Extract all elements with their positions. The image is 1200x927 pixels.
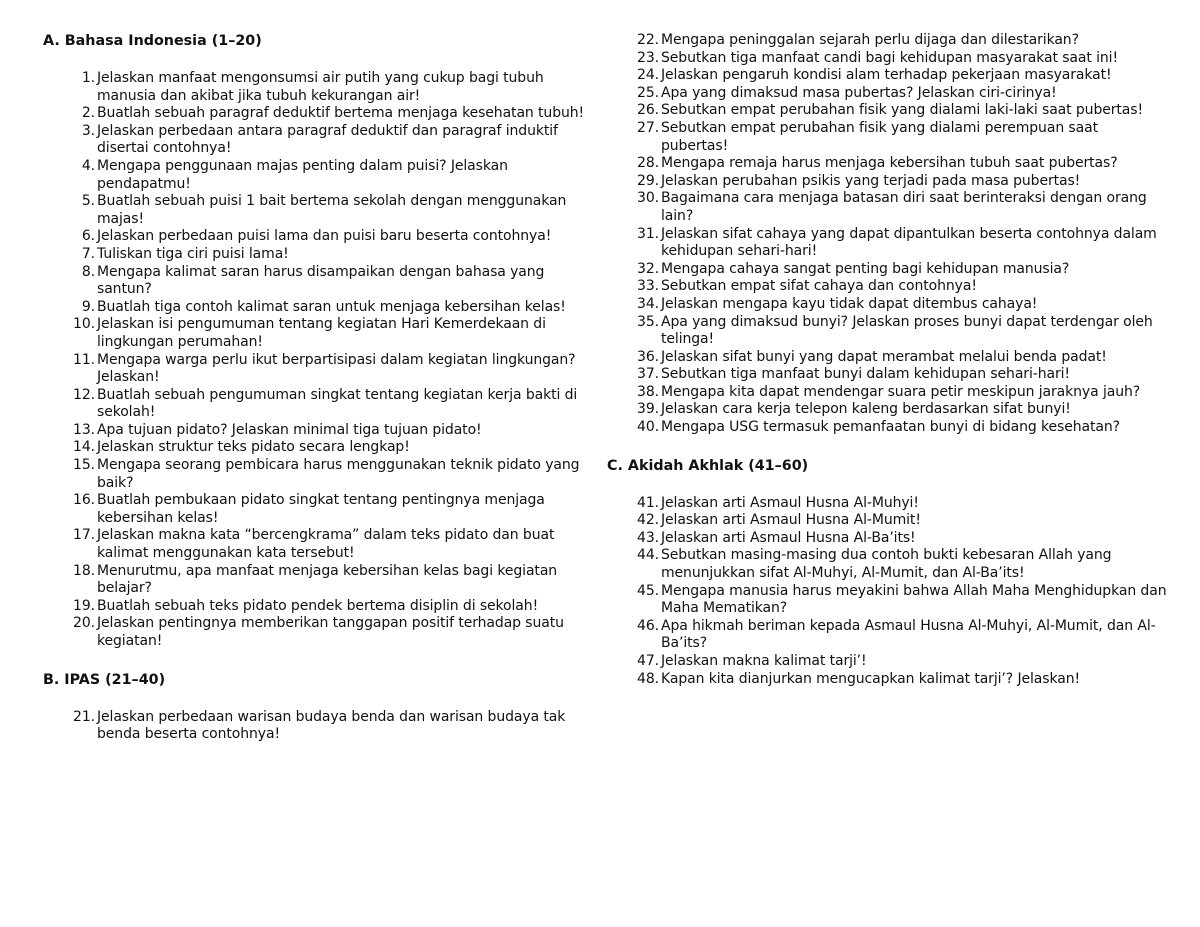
- question-text: Mengapa warga perlu ikut berpartisipasi dalam kegiatan lingkungan? Jelaskan!: [97, 351, 576, 386]
- question-item: [43, 527, 603, 562]
- question-number: 23.: [637, 49, 659, 66]
- question-text: Jelaskan pentingnya memberikan tanggapan positif terhadap suatu kegiatan!: [97, 615, 564, 649]
- question-number: 18.: [73, 562, 95, 579]
- question-number: 24.: [637, 67, 659, 84]
- right-column: [607, 32, 1167, 688]
- question-number: 5.: [81, 193, 95, 210]
- question-text: Apa yang dimaksud bunyi? Jelaskan proses bunyi dapat terdengar oleh telinga!: [661, 313, 1153, 348]
- question-number: 34.: [637, 295, 659, 312]
- question-text: Sebutkan tiga manfaat candi bagi kehidupan masyarakat saat ini!: [661, 49, 1118, 66]
- question-text: Mengapa kita dapat mendengar suara petir meskipun jaraknya jauh?: [661, 383, 1141, 400]
- question-number: 26.: [637, 102, 659, 119]
- question-text: Sebutkan empat perubahan fisik yang dialami laki-laki saat pubertas!: [661, 102, 1143, 119]
- question-number: 32.: [637, 260, 659, 277]
- question-item: [607, 495, 1167, 513]
- question-text: Jelaskan arti Asmaul Husna Al-Muhyi!: [661, 494, 919, 511]
- question-item: [607, 67, 1167, 85]
- question-text: Sebutkan masing-masing dua contoh bukti kebesaran Allah yang menunjukkan sifat Al-Muhyi, Al-Mumit, dan Al-Ba’its!: [661, 547, 1112, 582]
- question-text: Buatlah sebuah paragraf deduktif bertema menjaga kesehatan tubuh!: [97, 105, 585, 122]
- question-text: Bagaimana cara menjaga batasan diri saat berinteraksi dengan orang lain?: [661, 190, 1147, 224]
- section-b-title: B. IPAS (21–40): [43, 671, 166, 688]
- question-item: [607, 419, 1167, 437]
- question-number: 14.: [73, 439, 95, 456]
- section-a-title: A. Bahasa Indonesia (1–20): [43, 33, 262, 49]
- question-number: 47.: [637, 653, 659, 669]
- question-item: [607, 384, 1167, 402]
- question-number: 13.: [73, 421, 95, 438]
- question-item: [43, 246, 603, 264]
- question-number: 9.: [81, 298, 95, 315]
- question-number: 39.: [637, 401, 659, 418]
- question-text: Jelaskan arti Asmaul Husna Al-Mumit!: [661, 512, 921, 529]
- question-text: Mengapa penggunaan majas penting dalam puisi? Jelaskan pendapatmu!: [97, 157, 508, 192]
- question-item: [607, 583, 1167, 618]
- question-number: 40.: [637, 419, 659, 436]
- question-item: [607, 530, 1167, 548]
- question-number: 21.: [73, 708, 95, 725]
- question-text: Tuliskan tiga ciri puisi lama!: [97, 245, 289, 262]
- question-number: 43.: [637, 529, 659, 546]
- question-text: Buatlah sebuah teks pidato pendek bertema disiplin di sekolah!: [97, 597, 539, 614]
- question-text: Jelaskan perbedaan antara paragraf deduktif dan paragraf induktif disertai contohnya!: [97, 122, 558, 157]
- question-item: [607, 512, 1167, 530]
- question-text: Jelaskan perbedaan warisan budaya benda dan warisan budaya tak benda beserta contohnya!: [97, 708, 566, 743]
- question-item: [607, 261, 1167, 279]
- question-item: [607, 85, 1167, 103]
- question-text: Kapan kita dianjurkan mengucapkan kalimat tarji’? Jelaskan!: [661, 670, 1080, 687]
- question-item: [43, 457, 603, 492]
- question-number: 3.: [81, 122, 95, 139]
- question-text: Sebutkan empat perubahan fisik yang dialami perempuan saat pubertas!: [661, 119, 1098, 154]
- question-item: [43, 615, 603, 650]
- question-text: Mengapa peninggalan sejarah perlu dijaga dan dilestarikan?: [661, 32, 1079, 48]
- question-text: Jelaskan sifat cahaya yang dapat dipantulkan beserta contohnya dalam kehidupan sehari-hari!: [661, 225, 1157, 260]
- question-number: 28.: [637, 155, 659, 172]
- question-item: [43, 228, 603, 246]
- question-text: Jelaskan isi pengumuman tentang kegiatan Hari Kemerdekaan di lingkungan perumahan!: [97, 316, 546, 350]
- question-text: Jelaskan arti Asmaul Husna Al-Ba’its!: [661, 529, 916, 546]
- question-number: 36.: [637, 348, 659, 365]
- question-number: 35.: [637, 313, 659, 330]
- question-number: 31.: [637, 225, 659, 242]
- question-text: Apa tujuan pidato? Jelaskan minimal tiga tujuan pidato!: [97, 421, 482, 438]
- question-text: Menurutmu, apa manfaat menjaga kebersihan kelas bagi kegiatan belajar?: [97, 562, 558, 597]
- question-item: [43, 439, 603, 457]
- question-text: Sebutkan tiga manfaat bunyi dalam kehidupan sehari-hari!: [661, 366, 1070, 383]
- question-number: 19.: [73, 597, 95, 614]
- question-item: [607, 314, 1167, 349]
- question-number: 46.: [637, 617, 659, 634]
- question-item: [43, 422, 603, 440]
- question-item: [43, 316, 603, 351]
- question-item: [607, 366, 1167, 384]
- left-column: [43, 32, 603, 744]
- question-number: 33.: [637, 278, 659, 295]
- question-text: Jelaskan cara kerja telepon kaleng berdasarkan sifat bunyi!: [661, 401, 1071, 418]
- question-number: 7.: [81, 245, 95, 262]
- section-spacer: [607, 437, 1167, 457]
- question-item: [43, 299, 603, 317]
- question-text: Mengapa remaja harus menjaga kebersihan tubuh saat pubertas?: [661, 155, 1118, 172]
- question-number: 44.: [637, 547, 659, 564]
- question-text: Jelaskan mengapa kayu tidak dapat ditembus cahaya!: [661, 295, 1038, 312]
- question-number: 6.: [81, 228, 95, 245]
- question-number: 30.: [637, 190, 659, 207]
- question-number: 22.: [637, 32, 659, 48]
- section-c-title: C. Akidah Akhlak (41–60): [607, 457, 809, 474]
- question-item: [43, 193, 603, 228]
- question-number: 42.: [637, 512, 659, 529]
- question-text: Mengapa manusia harus meyakini bahwa Allah Maha Menghidupkan dan Maha Mematikan?: [661, 582, 1167, 617]
- question-text: Jelaskan sifat bunyi yang dapat merambat melalui benda padat!: [661, 348, 1107, 365]
- question-number: 2.: [81, 105, 95, 122]
- question-item: [43, 158, 603, 193]
- question-text: Jelaskan perbedaan puisi lama dan puisi baru beserta contohnya!: [97, 228, 552, 245]
- question-number: 12.: [73, 386, 95, 403]
- question-item: [607, 226, 1167, 261]
- question-item: [607, 102, 1167, 120]
- question-text: Mengapa USG termasuk pemanfaatan bunyi di bidang kesehatan?: [661, 419, 1120, 436]
- question-text: Jelaskan makna kata “bercengkrama” dalam teks pidato dan buat kalimat menggunakan kata tersebut!: [97, 527, 555, 562]
- question-number: 15.: [73, 457, 95, 474]
- question-text: Jelaskan perubahan psikis yang terjadi pada masa pubertas!: [661, 172, 1081, 189]
- question-number: 1.: [81, 70, 95, 86]
- question-number: 45.: [637, 582, 659, 599]
- question-item: [43, 352, 603, 387]
- question-number: 38.: [637, 383, 659, 400]
- question-number: 4.: [81, 157, 95, 174]
- question-item: [607, 120, 1167, 155]
- question-item: [43, 264, 603, 299]
- question-item: [43, 492, 603, 527]
- question-text: Jelaskan pengaruh kondisi alam terhadap pekerjaan masyarakat!: [661, 67, 1112, 84]
- question-number: 25.: [637, 84, 659, 101]
- section-b-question-list-right: [607, 32, 1167, 437]
- question-text: Apa yang dimaksud masa pubertas? Jelaskan ciri-cirinya!: [661, 84, 1057, 101]
- question-item: [607, 50, 1167, 68]
- question-item: [607, 32, 1167, 50]
- section-c-question-list: [607, 495, 1167, 689]
- question-text: Mengapa kalimat saran harus disampaikan dengan bahasa yang santun?: [97, 263, 545, 298]
- question-item: [607, 173, 1167, 191]
- question-item: [43, 387, 603, 422]
- question-number: 16.: [73, 492, 95, 509]
- question-number: 48.: [637, 670, 659, 687]
- question-item: [607, 671, 1167, 689]
- question-text: Buatlah pembukaan pidato singkat tentang pentingnya menjaga kebersihan kelas!: [97, 492, 545, 526]
- question-number: 29.: [637, 172, 659, 189]
- question-number: 11.: [73, 351, 95, 368]
- question-text: Sebutkan empat sifat cahaya dan contohnya!: [661, 278, 977, 295]
- question-text: Mengapa cahaya sangat penting bagi kehidupan manusia?: [661, 260, 1070, 277]
- question-item: [43, 709, 603, 744]
- question-item: [43, 563, 603, 598]
- question-item: [607, 296, 1167, 314]
- question-text: Buatlah tiga contoh kalimat saran untuk menjaga kebersihan kelas!: [97, 298, 566, 315]
- question-item: [607, 155, 1167, 173]
- question-text: Buatlah sebuah pengumuman singkat tentang kegiatan kerja bakti di sekolah!: [97, 386, 578, 421]
- question-item: [43, 70, 603, 105]
- question-item: [607, 547, 1167, 582]
- question-item: [43, 105, 603, 123]
- section-b-question-list-left: [43, 709, 603, 744]
- question-number: 27.: [637, 119, 659, 136]
- question-number: 41.: [637, 494, 659, 511]
- section-a-question-list: [43, 70, 603, 651]
- question-number: 8.: [81, 263, 95, 280]
- section-spacer: [43, 651, 603, 671]
- question-text: Apa hikmah beriman kepada Asmaul Husna Al-Muhyi, Al-Mumit, dan Al-Ba’its?: [661, 617, 1156, 652]
- question-number: 20.: [73, 615, 95, 632]
- question-text: Jelaskan struktur teks pidato secara lengkap!: [97, 439, 410, 456]
- question-item: [607, 349, 1167, 367]
- question-item: [607, 618, 1167, 653]
- question-text: Jelaskan makna kalimat tarji’!: [661, 653, 867, 669]
- question-item: [607, 190, 1167, 225]
- question-text: Jelaskan manfaat mengonsumsi air putih yang cukup bagi tubuh manusia dan akibat jika tubuh kekurangan air!: [97, 70, 544, 104]
- question-item: [607, 278, 1167, 296]
- question-text: Buatlah sebuah puisi 1 bait bertema sekolah dengan menggunakan majas!: [97, 193, 567, 227]
- question-text: Mengapa seorang pembicara harus menggunakan teknik pidato yang baik?: [97, 457, 580, 491]
- question-number: 10.: [73, 316, 95, 333]
- question-item: [607, 401, 1167, 419]
- question-number: 37.: [637, 366, 659, 383]
- question-item: [607, 653, 1167, 671]
- question-item: [43, 598, 603, 616]
- question-number: 17.: [73, 527, 95, 544]
- question-item: [43, 123, 603, 158]
